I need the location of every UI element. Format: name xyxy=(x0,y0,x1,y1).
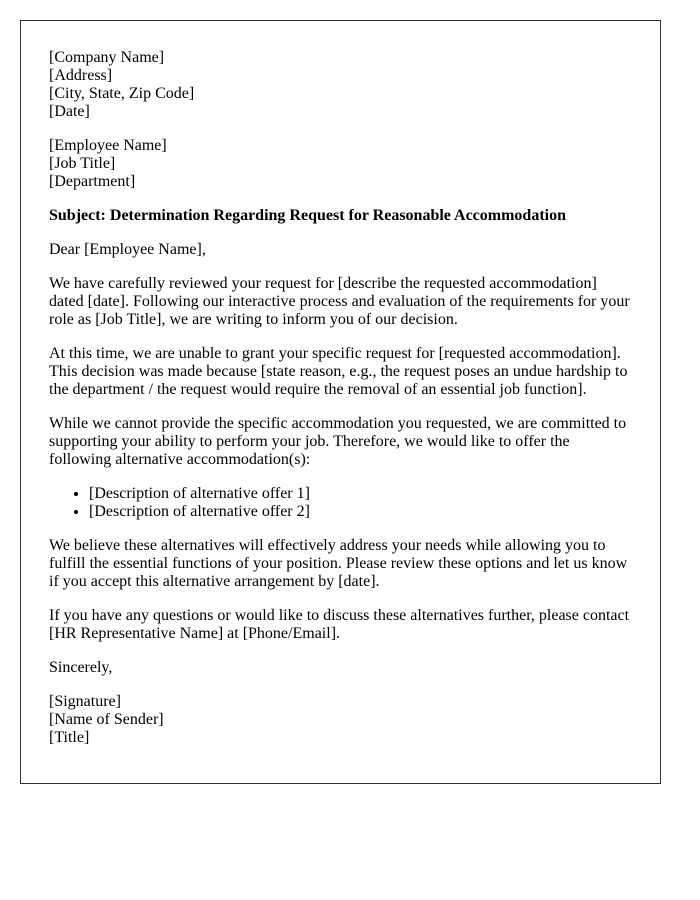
alternatives-list xyxy=(49,485,632,521)
paragraph-decision: At this time, we are unable to grant your specific request for [requested accommodation]. This decision was made because [state reason, e.g., the request poses an undue hardship to the department / the request would require the removal of an essential job function]. xyxy=(49,345,628,398)
date: [Date] xyxy=(49,103,90,120)
salutation: Dear [Employee Name], xyxy=(49,241,206,258)
list-item: • [Description of alternative offer 1] xyxy=(89,485,632,503)
address: [Address] xyxy=(49,67,113,84)
employee-name: [Employee Name] xyxy=(49,137,167,154)
city-state-zip: [City, State, Zip Code] xyxy=(49,85,195,102)
letter xyxy=(20,20,661,784)
recipient-block xyxy=(49,137,632,191)
paragraph-alternatives: While we cannot provide the specific accommodation you requested, we are committed to supporting your ability to perform your job. Therefore, we would like to offer the following alternative accommodation(s): xyxy=(49,415,627,468)
department: [Department] xyxy=(49,173,136,190)
paragraph-review: We have carefully reviewed your request for [describe the requested accommodation] dated [date]. Following our interactive process and evaluation of the requirements for your role as [Job Title], we are writing to inform you of our decision. xyxy=(49,275,630,328)
signature: [Signature] xyxy=(49,693,121,710)
sender-title: [Title] xyxy=(49,729,90,746)
signature-block xyxy=(49,693,632,747)
signoff: Sincerely, xyxy=(49,659,113,676)
job-title: [Job Title] xyxy=(49,155,116,172)
sender-block xyxy=(49,49,632,121)
paragraph-accept: We believe these alternatives will effectively address your needs while allowing you to fulfill the essential functions of your position. Please review these options and let us know if you accept this alternative arrangement by [date]. xyxy=(49,537,628,590)
list-item: • [Description of alternative offer 2] xyxy=(89,503,632,521)
sender-name: [Name of Sender] xyxy=(49,711,164,728)
subject-line: Subject: Determination Regarding Request for Reasonable Accommodation xyxy=(49,207,566,224)
paragraph-contact: If you have any questions or would like to discuss these alternatives further, please contact [HR Representative Name] at [Phone/Email]. xyxy=(49,607,630,642)
company-name: [Company Name] xyxy=(49,49,165,66)
